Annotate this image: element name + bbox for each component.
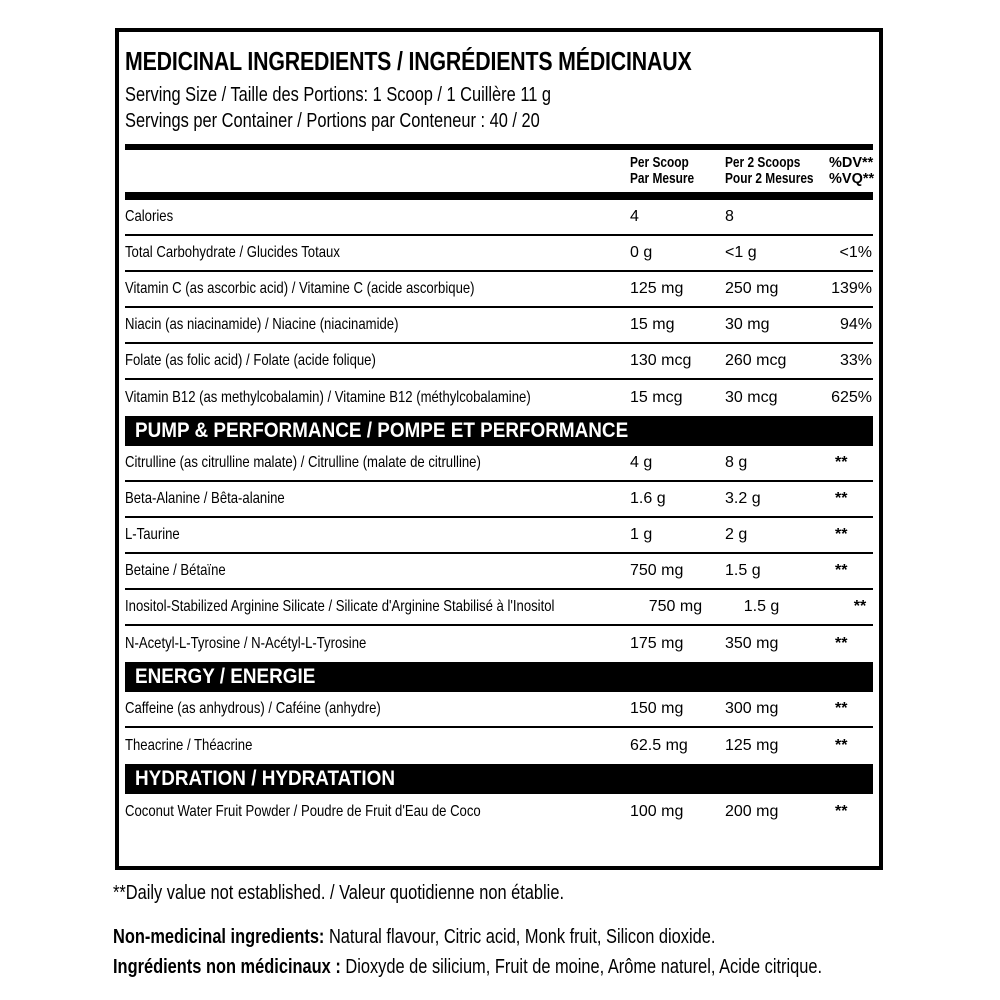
row-label: Vitamin B12 (as methylcobalamin) / Vitamine B12 (méthylcobalamine)	[125, 389, 531, 406]
per-2-scoops-value: 30 mg	[725, 316, 770, 333]
per-2-scoops-value: 250 mg	[725, 280, 779, 297]
row-label: Beta-Alanine / Bêta-alanine	[125, 490, 285, 507]
section-header	[125, 764, 873, 794]
dv-value: 33%	[839, 352, 872, 369]
dv-value: 625%	[831, 389, 872, 406]
column-header-per-2-scoops: Per 2 Scoops Pour 2 Mesures	[725, 155, 814, 187]
table-row	[125, 236, 873, 272]
per-scoop-value: 4 g	[630, 454, 653, 471]
per-scoop-value: 125 mg	[630, 280, 684, 297]
per-scoop-value: 1 g	[630, 526, 653, 543]
per-2-scoops-value: 3.2 g	[725, 490, 761, 507]
column-header-per-scoop: Per Scoop Par Mesure	[630, 155, 695, 187]
per-scoop-value: 62.5 mg	[630, 737, 688, 754]
column-header-ingredient	[125, 155, 630, 188]
table-row	[125, 590, 873, 626]
row-label: L-Taurine	[125, 526, 180, 543]
per-scoop-value: 15 mg	[630, 316, 675, 333]
per-scoop-value: 750 mg	[630, 562, 684, 579]
section-header	[125, 416, 873, 446]
table-row	[125, 728, 873, 764]
per-2-scoops-value: 350 mg	[725, 635, 779, 652]
dv-value: **	[835, 490, 848, 507]
per-2-scoops-value: 2 g	[725, 526, 748, 543]
per-scoop-value: 15 mcg	[630, 389, 683, 406]
table-row	[125, 482, 873, 518]
row-label: Total Carbohydrate / Glucides Totaux	[125, 244, 340, 261]
per-scoop-value: 750 mg	[648, 598, 703, 615]
row-label: Coconut Water Fruit Powder / Poudre de Fruit d'Eau de Coco	[125, 803, 481, 820]
per-2-scoops-value: 8 g	[725, 454, 748, 471]
non-medicinal-line-en	[113, 922, 993, 952]
per-scoop-value: 1.6 g	[630, 490, 666, 507]
row-label: Caffeine (as anhydrous) / Caféine (anhydre)	[125, 700, 381, 717]
row-label: Niacin (as niacinamide) / Niacine (niacinamide)	[125, 316, 399, 333]
section-header	[125, 662, 873, 692]
table-row	[125, 794, 873, 830]
per-scoop-value: 100 mg	[630, 803, 684, 820]
column-header-dv: %DV** %VQ**	[829, 155, 875, 187]
per-2-scoops-value: 8	[725, 208, 734, 225]
dv-value: **	[835, 562, 848, 579]
footnotes	[113, 882, 993, 982]
table-row	[125, 308, 873, 344]
table-row	[125, 344, 873, 380]
row-label: Citrulline (as citrulline malate) / Citrulline (malate de citrulline)	[125, 454, 481, 471]
per-scoop-value: 4	[630, 208, 639, 225]
dv-value: **	[835, 803, 848, 820]
per-scoop-value: 0 g	[630, 244, 653, 261]
non-medicinal-text-fr: Dioxyde de silicium, Fruit de moine, Arôme naturel, Acide citrique.	[340, 956, 823, 978]
dv-value: <1%	[839, 244, 872, 261]
non-medicinal-label-fr: Ingrédients non médicinaux :	[113, 956, 341, 978]
dv-value: **	[835, 737, 848, 754]
row-label: Inositol-Stabilized Arginine Silicate / Silicate d'Arginine Stabilisé à l'Inositol	[125, 598, 555, 615]
dv-value: **	[835, 526, 848, 543]
per-scoop-value: 150 mg	[630, 700, 684, 717]
section-header-text: HYDRATION / HYDRATATION	[135, 767, 396, 790]
row-label: N-Acetyl-L-Tyrosine / N-Acétyl-L-Tyrosine	[125, 635, 367, 652]
per-2-scoops-value: 30 mcg	[725, 389, 778, 406]
daily-value-note: **Daily value not established. / Valeur quotidienne non établie.	[113, 882, 564, 904]
per-2-scoops-value: 200 mg	[725, 803, 779, 820]
dv-value: **	[835, 454, 848, 471]
ingredients-table-body	[125, 200, 873, 830]
row-label: Theacrine / Théacrine	[125, 737, 253, 754]
section-header-text: ENERGY / ENERGIE	[135, 665, 316, 688]
per-2-scoops-value: 125 mg	[725, 737, 779, 754]
row-label: Vitamin C (as ascorbic acid) / Vitamine C (acide ascorbique)	[125, 280, 475, 297]
header-rule-bottom	[125, 192, 873, 200]
non-medicinal-text-en: Natural flavour, Citric acid, Monk fruit, Silicon dioxide.	[324, 926, 716, 948]
per-scoop-value: 175 mg	[630, 635, 684, 652]
servings-per-container-line: Servings per Container / Portions par Conteneur : 40 / 20	[125, 110, 540, 132]
section-header-text: PUMP & PERFORMANCE / POMPE ET PERFORMANCE	[135, 419, 629, 442]
dv-value: 94%	[839, 316, 872, 333]
table-row	[125, 380, 873, 416]
dv-value: **	[835, 700, 848, 717]
table-row	[125, 626, 873, 662]
per-2-scoops-value: <1 g	[725, 244, 757, 261]
per-2-scoops-value: 1.5 g	[743, 598, 780, 615]
table-row	[125, 518, 873, 554]
table-row	[125, 692, 873, 728]
non-medicinal-label-en: Non-medicinal ingredients:	[113, 926, 325, 948]
per-2-scoops-value: 260 mcg	[725, 352, 787, 369]
dv-value: **	[853, 598, 867, 615]
panel-title-text: MEDICINAL INGREDIENTS / INGRÉDIENTS MÉDICINAUX	[125, 46, 692, 76]
per-2-scoops-value: 300 mg	[725, 700, 779, 717]
row-label: Folate (as folic acid) / Folate (acide folique)	[125, 352, 376, 369]
row-label: Betaine / Bétaïne	[125, 562, 226, 579]
table-row	[125, 200, 873, 236]
label-panel	[115, 28, 883, 870]
table-row	[125, 446, 873, 482]
per-2-scoops-value: 1.5 g	[725, 562, 761, 579]
dv-value: **	[835, 635, 848, 652]
panel-title	[125, 46, 873, 76]
row-label: Calories	[125, 208, 174, 225]
table-row	[125, 272, 873, 308]
per-scoop-value: 130 mcg	[630, 352, 692, 369]
table-row	[125, 554, 873, 590]
serving-size-line: Serving Size / Taille des Portions: 1 Scoop / 1 Cuillère 11 g	[125, 84, 552, 106]
non-medicinal-line-fr	[113, 952, 993, 982]
dv-value: 139%	[831, 280, 872, 297]
column-headers-row	[125, 150, 873, 192]
